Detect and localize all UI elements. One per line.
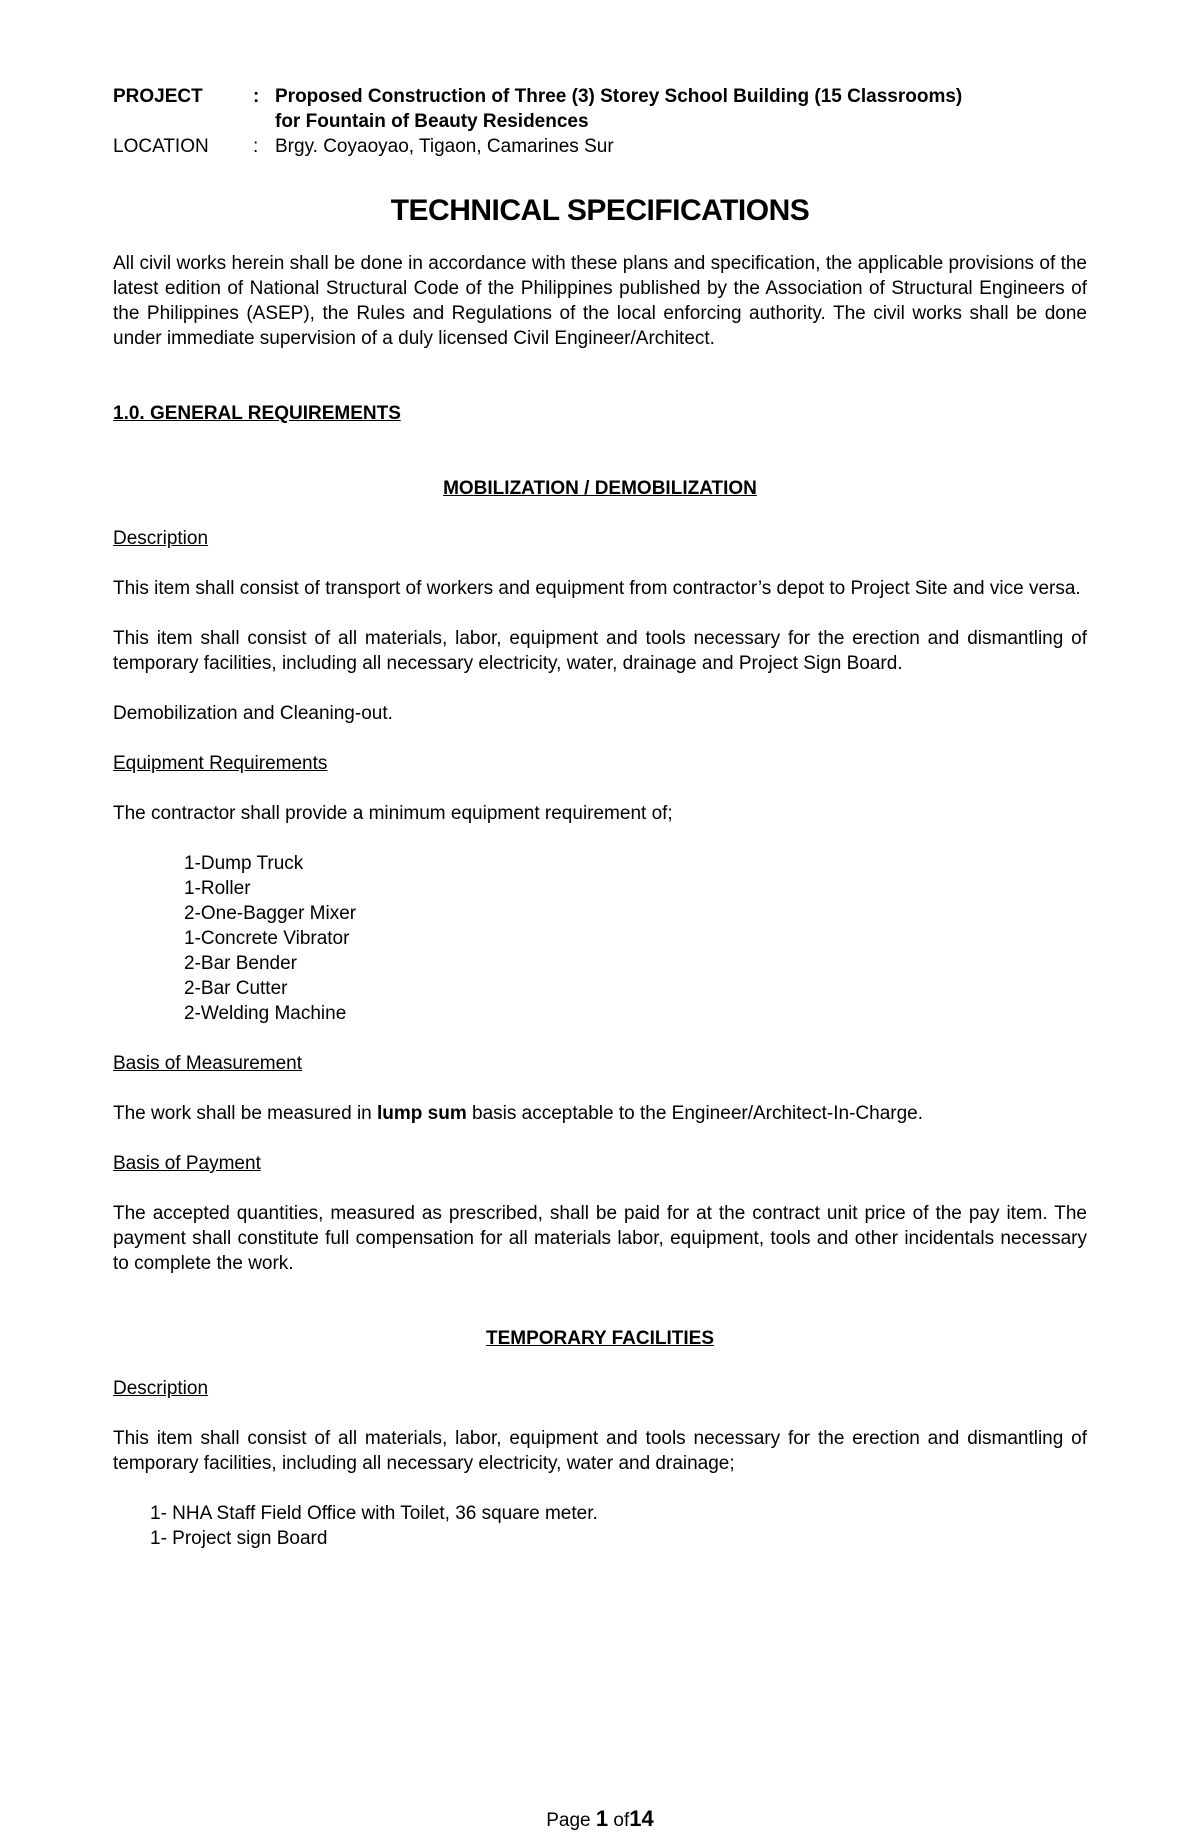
page-word: Page xyxy=(546,1810,591,1831)
project-label: PROJECT xyxy=(113,86,203,107)
list-item: 1-Roller xyxy=(184,878,251,899)
list-item: 2-Welding Machine xyxy=(184,1003,347,1024)
list-item: 2-Bar Cutter xyxy=(184,978,288,999)
measurement-text-bold: lump sum xyxy=(377,1103,467,1124)
project-line-2: for Fountain of Beauty Residences xyxy=(275,111,589,132)
document-page xyxy=(113,84,1087,1551)
of-word: of xyxy=(613,1810,630,1831)
project-value xyxy=(275,84,1087,134)
basis-of-measurement-label: Basis of Measurement xyxy=(113,1053,303,1074)
basis-of-payment-text: The accepted quantities, measured as prescribed, shall be paid for at the contract unit price of the pay item. The payment shall constitute full compensation for all materials labor, equipment, tools and other incidentals necessary to complete the work. xyxy=(113,1203,1087,1274)
intro-paragraph: All civil works herein shall be done in accordance with these plans and specification, the applicable provisions of the latest edition of National Structural Code of the Philippines published by the Association of Structural Engineers of the Philippines (ASEP), the Rules and Regulations of the local enforcing authority. The civil works shall be done under immediate supervision of a duly licensed Civil Engineer/Architect. xyxy=(113,253,1087,349)
mobilization-para-2: This item shall consist of all materials, labor, equipment and tools necessary for the erection and dismantling of temporary facilities, including all necessary electricity, water, drainage and Project Sign Board. xyxy=(113,628,1087,674)
temporary-description-label: Description xyxy=(113,1378,209,1399)
list-item: 1-Concrete Vibrator xyxy=(184,928,350,949)
mobilization-para-1: This item shall consist of transport of workers and equipment from contractor’s depot to Project Site and vice versa. xyxy=(113,578,1081,599)
temporary-facilities-heading: TEMPORARY FACILITIES xyxy=(485,1328,715,1349)
basis-of-payment-label: Basis of Payment xyxy=(113,1153,261,1174)
project-row xyxy=(113,84,1087,134)
location-label: LOCATION xyxy=(113,136,209,157)
list-item: 1- Project sign Board xyxy=(150,1528,328,1549)
measurement-text-end: basis acceptable to the Engineer/Architect-In-Charge. xyxy=(466,1103,924,1124)
document-title: TECHNICAL SPECIFICATIONS xyxy=(390,194,810,227)
equipment-list xyxy=(113,851,1087,1026)
basis-of-measurement-text xyxy=(113,1101,1087,1126)
equipment-requirements-label: Equipment Requirements xyxy=(113,753,328,774)
list-item: 2-One-Bagger Mixer xyxy=(184,903,357,924)
project-colon: : xyxy=(253,86,260,107)
measurement-text-start: The work shall be measured in xyxy=(113,1103,378,1124)
list-item: 1- NHA Staff Field Office with Toilet, 36 square meter. xyxy=(150,1503,598,1524)
location-value: Brgy. Coyaoyao, Tigaon, Camarines Sur xyxy=(275,136,614,157)
project-line-1: Proposed Construction of Three (3) Storey School Building (15 Classrooms) xyxy=(275,86,963,107)
mobilization-description-label: Description xyxy=(113,528,209,549)
mobilization-para-3: Demobilization and Cleaning-out. xyxy=(113,703,393,724)
location-row xyxy=(113,134,1087,159)
section-general-requirements-heading: 1.0. GENERAL REQUIREMENTS xyxy=(113,403,401,424)
page-number: 1 xyxy=(595,1806,609,1831)
location-colon: : xyxy=(253,136,259,157)
temporary-para-1: This item shall consist of all materials, labor, equipment and tools necessary for the erection and dismantling of temporary facilities, including all necessary electricity, water and drainage; xyxy=(113,1428,1087,1474)
list-item: 1-Dump Truck xyxy=(184,853,304,874)
page-footer xyxy=(0,1806,1200,1833)
temporary-facilities-list xyxy=(113,1501,1087,1551)
list-item: 2-Bar Bender xyxy=(184,953,298,974)
mobilization-heading: MOBILIZATION / DEMOBILIZATION xyxy=(443,478,757,499)
page-total: 14 xyxy=(629,1806,654,1831)
equipment-intro: The contractor shall provide a minimum equipment requirement of; xyxy=(113,803,673,824)
